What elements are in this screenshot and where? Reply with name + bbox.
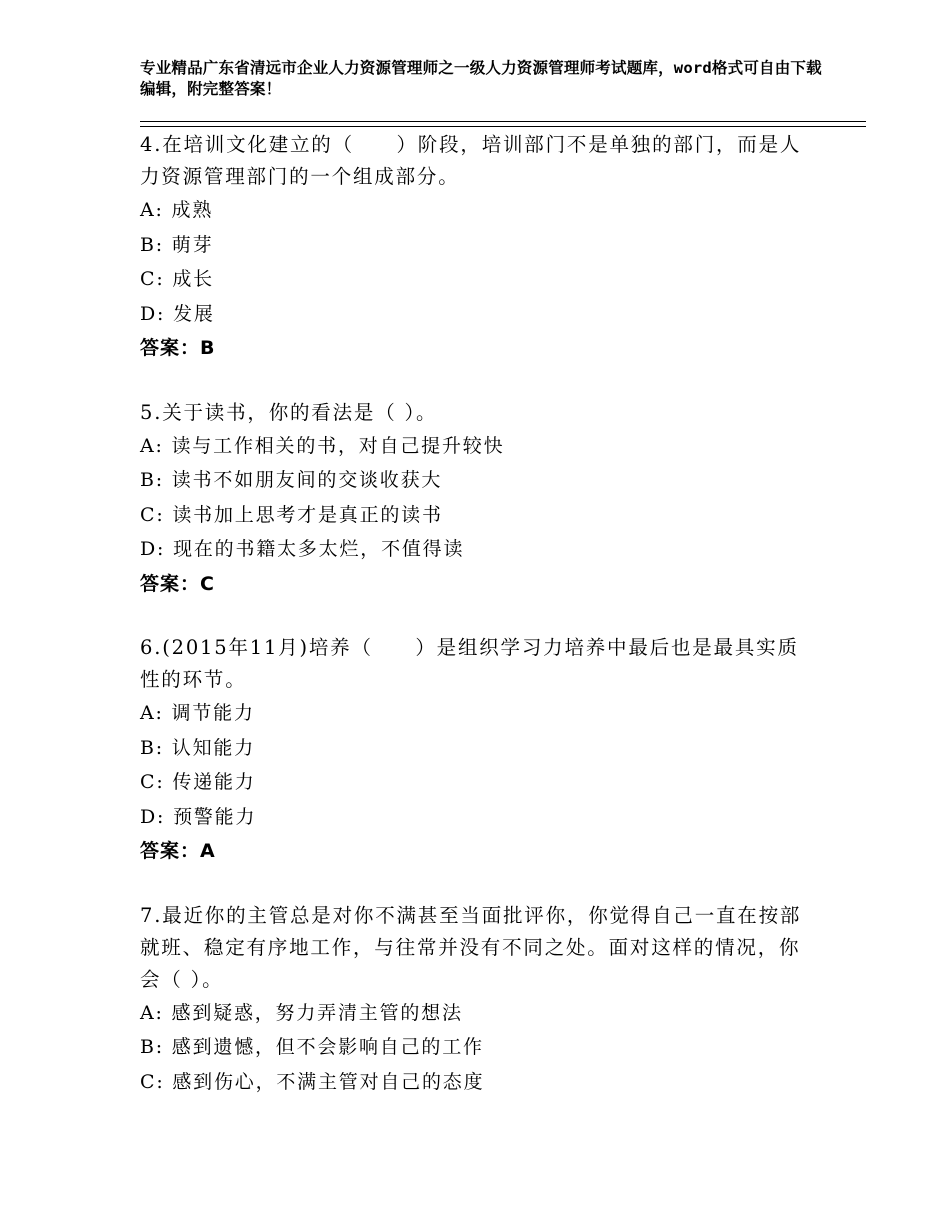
option-c: C: 感到伤心，不满主管对自己的态度: [140, 1070, 485, 1093]
answer-label: 答案：A: [140, 840, 216, 862]
question-text: 4.在培训文化建立的（ ）阶段，培训部门不是单独的部门，而是人力资源管理部门的一个组成部分。: [140, 133, 802, 188]
question-4: [140, 128, 820, 366]
header-rule-thin: [140, 126, 866, 127]
question-text: 5.关于读书，你的看法是（ ）。: [140, 400, 438, 424]
option-a: A: 调节能力: [140, 702, 255, 724]
option-c: C: 成长: [140, 268, 214, 290]
answer-label: 答案：B: [140, 337, 216, 359]
option-a: A: 成熟: [140, 199, 214, 221]
option-c: C: 传递能力: [140, 771, 256, 793]
option-c: C: 读书加上思考才是真正的读书: [140, 503, 443, 526]
option-d: D: 发展: [140, 302, 215, 325]
question-text: 7.最近你的主管总是对你不满甚至当面批评你，你觉得自己一直在按部就班、稳定有序地工作，与往常并没有不同之处。面对这样的情况，你会（ ）。: [140, 903, 802, 991]
question-text: 6.(2015年11月)培养（ ）是组织学习力培养中最后也是最具实质性的环节。: [140, 636, 799, 691]
question-list: [140, 128, 820, 1129]
option-b: B: 萌芽: [140, 233, 214, 256]
option-b: B: 认知能力: [140, 736, 256, 759]
option-d: D: 预警能力: [140, 805, 257, 828]
header-rule-thick: [140, 121, 866, 122]
question-7: [140, 899, 820, 1100]
question-5: [140, 396, 820, 602]
option-b: B: 感到遗憾，但不会影响自己的工作: [140, 1036, 484, 1058]
document-header: 专业精品广东省清远市企业人力资源管理师之一级人力资源管理师考试题库，word格式可自由下载编辑，附完整答案！: [140, 59, 822, 98]
option-d: D: 现在的书籍太多太烂，不值得读: [140, 538, 465, 560]
option-a: A: 读与工作相关的书，对自己提升较快: [140, 434, 505, 457]
question-6: [140, 631, 820, 869]
option-a: A: 感到疑惑，努力弄清主管的想法: [140, 1001, 463, 1024]
answer-label: 答案：C: [140, 572, 215, 595]
option-b: B: 读书不如朋友间的交谈收获大: [140, 469, 443, 491]
